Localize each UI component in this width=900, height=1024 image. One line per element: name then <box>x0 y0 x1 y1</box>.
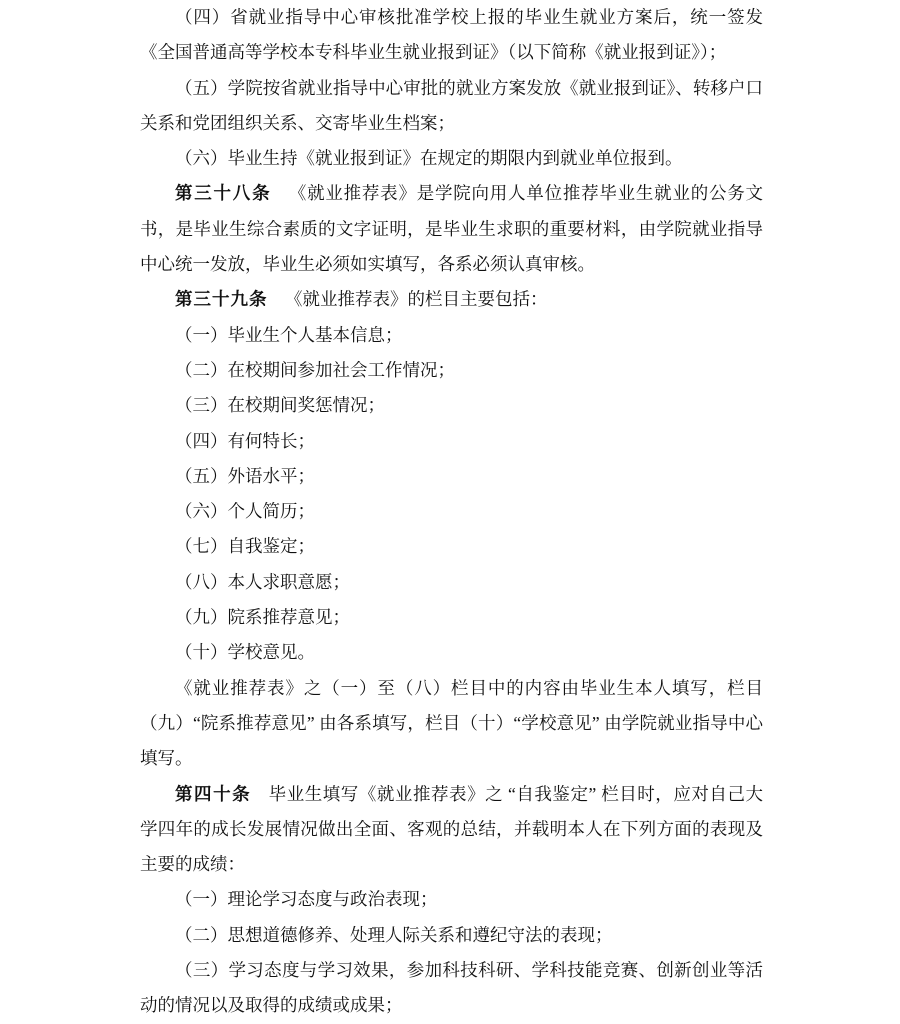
paragraph-text: 毕业生填写《就业推荐表》之 “自我鉴定” 栏目时，应对自己大学四年的成长发展情况做出全面、客观的总结，并载明本人在下列方面的表现及主要的成绩： <box>140 783 763 875</box>
paragraph <box>140 635 763 670</box>
paragraph-text: （二）思想道德修养、处理人际关系和遵纪守法的表现； <box>175 924 613 945</box>
article-paragraph <box>140 282 763 317</box>
paragraph-text: （六）个人简历； <box>175 501 315 522</box>
paragraph <box>140 318 763 353</box>
document-body <box>140 0 763 1024</box>
article-number: 第三十八条 <box>175 183 272 204</box>
paragraph <box>140 529 763 564</box>
paragraph-text: （七）自我鉴定； <box>175 536 315 557</box>
paragraph <box>140 565 763 600</box>
paragraph-text: （五）学院按省就业指导中心审批的就业方案发放《就业报到证》、转移户口关系和党团组织关系、交寄毕业生档案； <box>140 77 763 133</box>
paragraph <box>140 953 763 1024</box>
article-number: 第四十条 <box>175 783 252 804</box>
paragraph <box>140 671 763 777</box>
paragraph <box>140 0 763 71</box>
paragraph-text: （二）在校期间参加社会工作情况； <box>175 359 455 380</box>
article-paragraph <box>140 176 763 282</box>
paragraph-text: 《就业推荐表》的栏目主要包括： <box>285 289 548 310</box>
paragraph-text: （五）外语水平； <box>175 465 315 486</box>
paragraph-text: （四）有何特长； <box>175 430 315 451</box>
paragraph-text: （四）省就业指导中心审核批准学校上报的毕业生就业方案后，统一签发《全国普通高等学校本专科毕业生就业报到证》（以下简称《就业报到证》）； <box>140 7 763 63</box>
paragraph-text: （六）毕业生持《就业报到证》在规定的期限内到就业单位报到。 <box>175 148 683 169</box>
paragraph <box>140 459 763 494</box>
paragraph-text: （一）理论学习态度与政治表现； <box>175 889 438 910</box>
paragraph <box>140 882 763 917</box>
paragraph-text: （十）学校意见。 <box>175 642 315 663</box>
article-number: 第三十九条 <box>175 289 268 310</box>
paragraph <box>140 353 763 388</box>
article-paragraph <box>140 777 763 883</box>
paragraph <box>140 494 763 529</box>
paragraph <box>140 71 763 142</box>
paragraph <box>140 388 763 423</box>
paragraph <box>140 141 763 176</box>
paragraph-text: （三）学习态度与学习效果，参加科技科研、学科技能竞赛、创新创业等活动的情况以及取得的成绩或成果； <box>140 960 763 1016</box>
paragraph-text: （三）在校期间奖惩情况； <box>175 395 385 416</box>
paragraph <box>140 424 763 459</box>
paragraph-text: 《就业推荐表》之（一）至（八）栏目中的内容由毕业生本人填写，栏目（九）“院系推荐意见” 由各系填写，栏目（十）“学校意见” 由学院就业指导中心填写。 <box>140 677 763 769</box>
paragraph-text: （九）院系推荐意见； <box>175 607 350 628</box>
paragraph-text: （八）本人求职意愿； <box>175 571 350 592</box>
paragraph <box>140 600 763 635</box>
paragraph <box>140 918 763 953</box>
paragraph-text: （一）毕业生个人基本信息； <box>175 324 403 345</box>
paragraph-text: 《就业推荐表》是学院向用人单位推荐毕业生就业的公务文书，是毕业生综合素质的文字证明，是毕业生求职的重要材料，由学院就业指导中心统一发放，毕业生必须如实填写，各系必须认真审核。 <box>140 183 764 275</box>
